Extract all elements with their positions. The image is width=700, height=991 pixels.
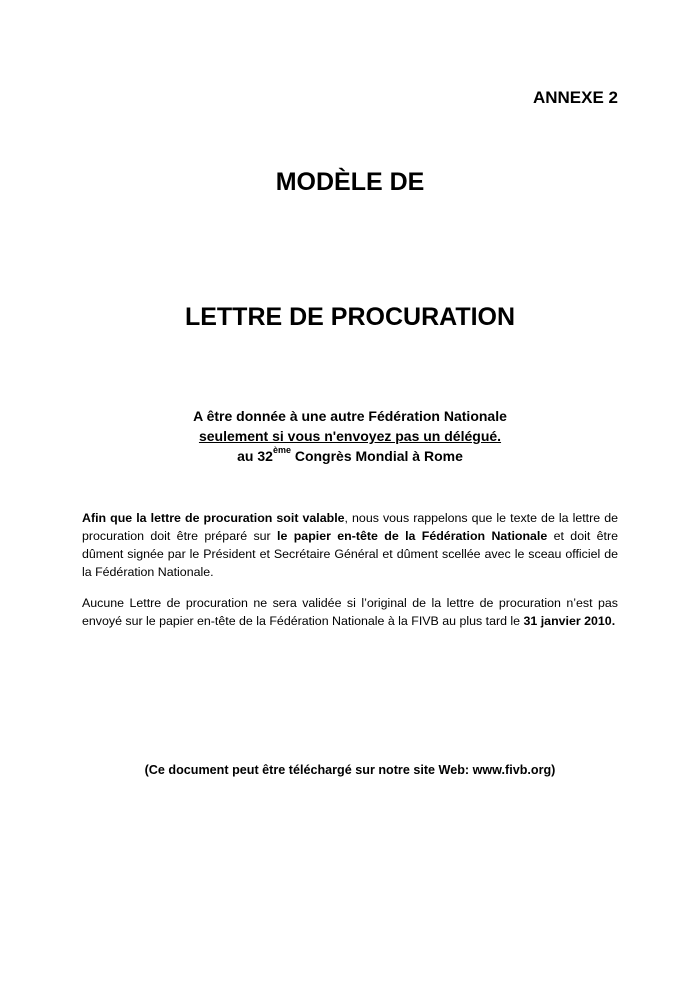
subtitle-superscript: ème xyxy=(272,445,291,456)
subtitle-line-3-prefix: au 32 xyxy=(237,448,273,464)
subtitle-underlined-text: seulement si vous n'envoyez pas un délégué. xyxy=(198,428,502,444)
annexe-label: ANNEXE 2 xyxy=(532,88,618,107)
paragraph-validity xyxy=(82,509,618,581)
paragraph-1-text-a: , nous vous rappelons que le texte de la lettre de procuration doit être préparé sur xyxy=(82,511,618,543)
subtitle-line-2 xyxy=(0,426,700,446)
subtitle-line-3-suffix: Congrès Mondial à Rome xyxy=(290,448,463,464)
document-title-line-2: LETTRE DE PROCURATION xyxy=(184,303,516,331)
paragraph-1-bold-intro: Afin que la lettre de procuration soit valable xyxy=(82,511,345,525)
download-note: (Ce document peut être téléchargé sur notre site Web: www.fivb.org) xyxy=(144,763,556,777)
paragraph-1-bold-mid: le papier en-tête de la Fédération Nationale xyxy=(277,529,548,543)
paragraph-2-bold-date: 31 janvier 2010. xyxy=(523,614,616,628)
paragraph-deadline xyxy=(82,594,618,630)
subtitle-line-3 xyxy=(0,446,700,466)
paragraph-2-text: Aucune Lettre de procuration ne sera validée si l’original de la lettre de procuration n’est pas envoyé sur le papier en-tête de la Fédération Nationale à la FIVB au plus tard le xyxy=(82,596,618,628)
document-title-line-1: MODÈLE DE xyxy=(275,168,425,196)
paragraph-1-text-b: et doit être dûment signée par le Président et Secrétaire Général et dûment scellée avec le sceau officiel de la Fédération Nationale. xyxy=(82,529,618,579)
subtitle-line-1: A être donnée à une autre Fédération Nationale xyxy=(193,408,507,424)
subtitle-block xyxy=(0,406,700,466)
